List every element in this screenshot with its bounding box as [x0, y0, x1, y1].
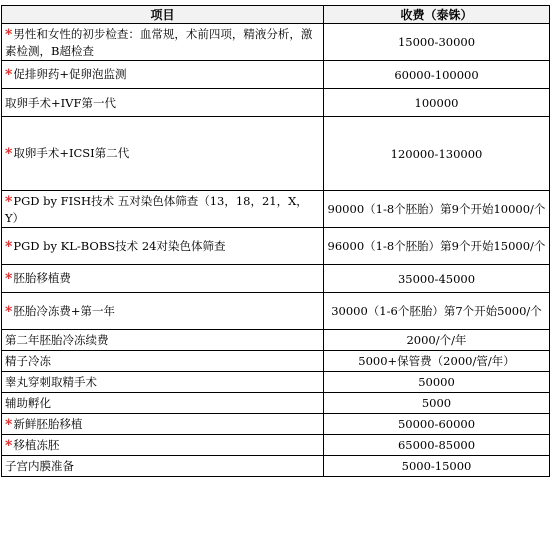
header-fee: 收费（泰铢） [324, 6, 550, 24]
asterisk-icon: * [5, 238, 13, 255]
table-row [2, 89, 550, 117]
row-fee-cell: 30000（1-6个胚胎）第7个开始5000/个 [324, 293, 550, 330]
asterisk-icon: * [5, 26, 13, 43]
table-row [2, 351, 550, 372]
row-item-label: 胚胎冷冻费+第一年 [13, 303, 115, 318]
row-item-label: PGD by FISH技术 五对染色体筛查（13，18，21，X，Y） [5, 193, 308, 225]
row-item-cell [2, 228, 324, 265]
row-fee-cell: 50000-60000 [324, 414, 550, 435]
row-item-cell [2, 191, 324, 228]
row-fee-cell: 65000-85000 [324, 435, 550, 456]
table-row [2, 24, 550, 61]
asterisk-icon: * [5, 193, 13, 210]
table-body [2, 24, 550, 477]
row-item-label: PGD by KL-BOBS技术 24对染色体筛查 [13, 238, 226, 253]
row-fee-cell: 100000 [324, 89, 550, 117]
row-item-label: 男性和女性的初步检查：血常规，术前四项，精液分析，激素检测，B超检查 [5, 26, 313, 58]
row-item-label: 精子冷冻 [5, 354, 51, 368]
row-item-cell [2, 89, 324, 117]
row-fee-cell: 15000-30000 [324, 24, 550, 61]
row-item-label: 子宫内膜准备 [5, 459, 74, 473]
row-item-cell [2, 265, 324, 293]
table-row [2, 435, 550, 456]
table-row [2, 293, 550, 330]
row-fee-cell: 96000（1-8个胚胎）第9个开始15000/个 [324, 228, 550, 265]
row-fee-cell: 50000 [324, 372, 550, 393]
row-fee-cell: 90000（1-8个胚胎）第9个开始10000/个 [324, 191, 550, 228]
row-fee-cell: 2000/个/年 [324, 330, 550, 351]
row-item-label: 取卵手术+ICSI第二代 [13, 146, 130, 160]
table-row [2, 117, 550, 191]
row-fee-cell: 35000-45000 [324, 265, 550, 293]
table-row [2, 414, 550, 435]
row-item-cell [2, 351, 324, 372]
row-item-label: 取卵手术+IVF第一代 [5, 95, 116, 110]
row-item-cell [2, 61, 324, 89]
row-item-cell [2, 456, 324, 477]
table-row [2, 61, 550, 89]
row-item-cell [2, 330, 324, 351]
asterisk-icon: * [5, 146, 13, 162]
row-item-cell [2, 393, 324, 414]
row-fee-cell: 5000 [324, 393, 550, 414]
asterisk-icon: * [5, 416, 13, 433]
row-item-label: 睾丸穿刺取精手术 [5, 375, 97, 389]
asterisk-icon: * [5, 437, 13, 454]
row-item-cell [2, 414, 324, 435]
row-item-label: 促排卵药+促卵泡监测 [13, 67, 127, 81]
row-item-label: 第二年胚胎冷冻续费 [5, 333, 109, 347]
row-item-cell [2, 435, 324, 456]
table-row [2, 265, 550, 293]
row-item-cell [2, 24, 324, 61]
table-row [2, 330, 550, 351]
row-item-label: 移植冻胚 [13, 437, 60, 452]
asterisk-icon: * [5, 303, 13, 320]
asterisk-icon: * [5, 67, 13, 83]
row-fee-cell: 5000-15000 [324, 456, 550, 477]
table-row [2, 191, 550, 228]
row-fee-cell: 5000+保管费（2000/管/年） [324, 351, 550, 372]
row-item-cell [2, 372, 324, 393]
row-fee-cell: 120000-130000 [324, 117, 550, 191]
header-item: 项目 [2, 6, 324, 24]
row-item-label: 胚胎移植费 [13, 271, 71, 285]
table-row [2, 456, 550, 477]
row-item-cell [2, 293, 324, 330]
row-item-label: 新鲜胚胎移植 [13, 416, 83, 431]
table-row [2, 393, 550, 414]
asterisk-icon: * [5, 271, 13, 287]
row-fee-cell: 60000-100000 [324, 61, 550, 89]
table-row [2, 372, 550, 393]
fee-table [1, 5, 550, 477]
table-row [2, 228, 550, 265]
row-item-label: 辅助孵化 [5, 396, 51, 410]
header-row [2, 6, 550, 24]
row-item-cell [2, 117, 324, 191]
